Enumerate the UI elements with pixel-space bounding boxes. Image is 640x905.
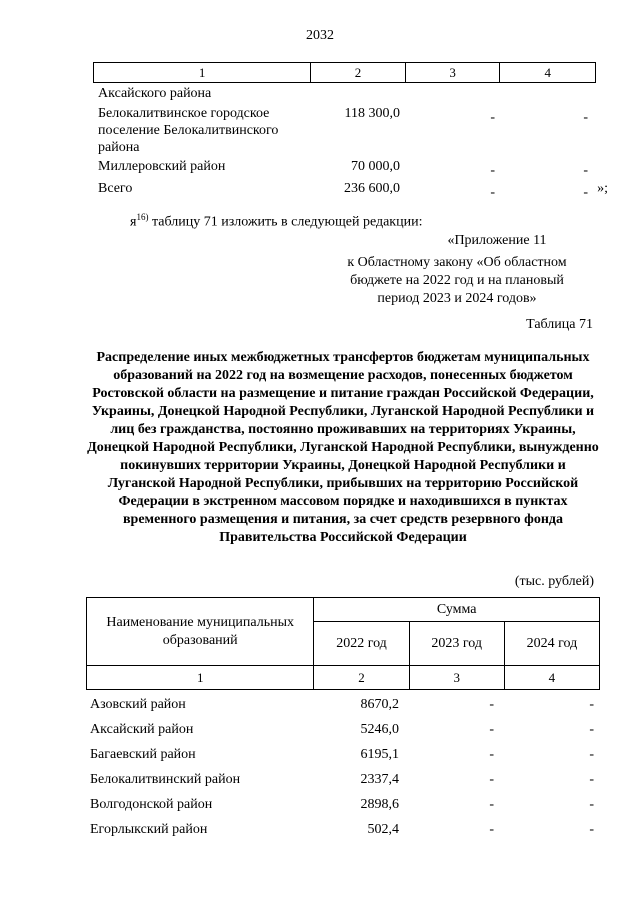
row-value-2024: - [583,110,588,125]
amendment-sup: 16) [136,212,149,222]
table-row [86,792,600,817]
row-value-2024 [501,180,608,200]
col-number-3: 3 [409,666,504,690]
table-label: Таблица 71 [526,317,593,332]
table-row [86,742,600,767]
row-name: Аксайский район [90,722,194,737]
col-number-1: 1 [87,666,314,690]
row-value-2024: - [589,772,594,787]
main-table-body [86,692,600,842]
row-value-2023: - [490,185,495,200]
top-col-3: 3 [406,63,501,82]
table-row [86,692,600,717]
row-value-2022: 8670,2 [360,697,399,712]
header-name: Наименование муниципальных образований [87,598,314,666]
row-name: Егорлыкский район [90,822,208,837]
row-value-2024: - [589,747,594,762]
row-value-2022: 502,4 [367,822,399,837]
row-value-2023: - [490,110,495,125]
table-heading: Распределение иных межбюджетных трансфертов бюджетам муниципальных образований на 2022 год на возмещение расходов, понесенных бюджетом Ростовской области на размещение и питание граждан Российской Федерации, Украины, Донецкой Народной Республики, Луганской Народной Республики и лиц без гражданства, постоянно проживавших на территориях Украины, Донецкой Народной Республики, Луганской Народной Республики, вынужденно покинувших территории Украины, Донецкой Народной Республики и Луганской Народной Республики, прибывших на территорию Российской Федерации в экстренном массовом порядке и находившихся в пунктах временного размещения и питания, за счет средств резервного фонда Правительства Российской Федерации [87,350,599,545]
top-col-2: 2 [311,63,406,82]
row-value-2023: - [489,822,494,837]
row-value-2022: 118 300,0 [344,106,400,121]
row-name: Миллеровский район [98,159,226,174]
row-name: Азовский район [90,697,186,712]
row-name: Белокалитвинское городское поселение Белокалитвинского района [98,106,279,155]
header-year-2023: 2023 год [409,622,504,666]
row-value-2024: - [589,822,594,837]
amendment-text [130,212,422,231]
amendment-prefix: я [130,214,137,230]
table-row [93,180,608,200]
header-year-2024: 2024 год [504,622,599,666]
row-value-2023: - [489,797,494,812]
row-value-2023: - [489,722,494,737]
top-table-header [93,62,596,83]
row-value-2022: 5246,0 [360,722,399,737]
row-name: Белокалитвинский район [90,772,241,787]
row-name: Багаевский район [90,747,196,762]
table-row [93,85,596,105]
row-value-2023: - [489,697,494,712]
main-table-header [86,597,600,690]
top-col-1: 1 [94,63,311,82]
table-row [86,767,600,792]
annex-law: к Областному закону «Об областном бюджете на 2022 год и на плановый период 2023 и 2024 годов» [347,255,567,306]
annex-block [328,232,586,308]
row-name: Волгодонской район [90,797,213,812]
row-value-2023: - [490,163,495,178]
closing-quote: »; [597,181,608,196]
row-value-2024: - [589,797,594,812]
row-value-2022: 2898,6 [360,797,399,812]
table-row [86,817,600,842]
units-label: (тыс. рублей) [514,574,594,589]
row-value-2024: - [589,697,594,712]
row-value-2022: 236 600,0 [344,181,400,196]
row-value-2022: 2337,4 [360,772,399,787]
header-year-2022: 2022 год [314,622,409,666]
row-value-2023: - [489,772,494,787]
table-row [86,717,600,742]
row-value-2024-text: - [583,185,588,200]
table-row [93,105,596,158]
row-value-2022: 6195,1 [360,747,399,762]
row-name: Всего [98,181,133,196]
table-row [93,158,596,180]
col-number-2: 2 [314,666,409,690]
row-value-2024: - [589,722,594,737]
row-value-2023: - [489,747,494,762]
row-value-2022: 70 000,0 [351,159,400,174]
page-number: 2032 [306,28,334,43]
row-name: Аксайского района [98,86,212,101]
top-table-body [93,85,608,200]
row-value-2024: - [583,163,588,178]
annex-title: «Приложение 11 [447,233,547,248]
amendment-body: таблицу 71 изложить в следующей редакции: [148,214,423,230]
top-col-4: 4 [544,65,551,80]
header-sum: Сумма [314,598,600,622]
col-number-4: 4 [504,666,599,690]
